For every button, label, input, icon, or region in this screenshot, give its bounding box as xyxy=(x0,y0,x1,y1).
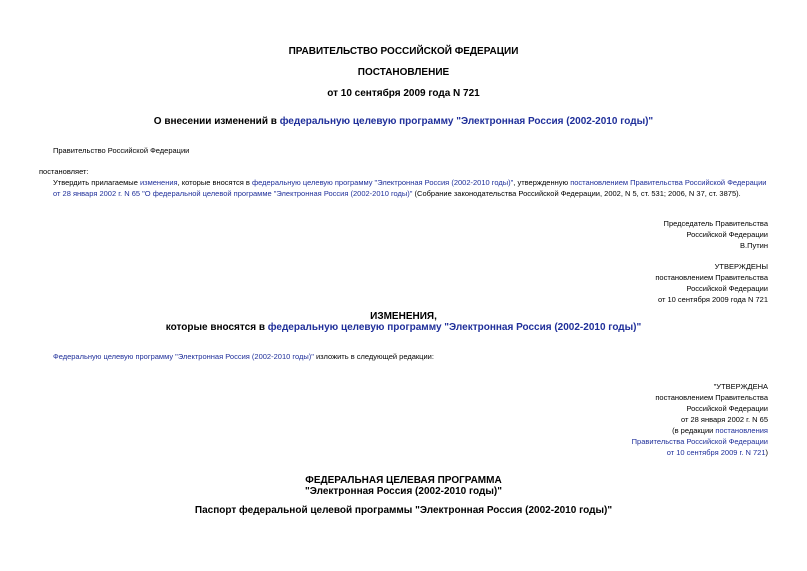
federal-program-link[interactable]: Федеральную целевую программу "Электронная Россия (2002-2010 годы)" xyxy=(53,352,314,361)
changes-subtitle xyxy=(0,322,807,333)
approved-line-1: УТВЕРЖДЕНЫ xyxy=(714,262,768,271)
signature-line-1: Председатель Правительства xyxy=(663,219,768,228)
program-passport-title: Паспорт федеральной целевой программы "Электронная Россия (2002-2010 годы)" xyxy=(194,505,613,516)
changes-link[interactable]: изменения xyxy=(139,178,178,187)
para-text-2: , которые вносятся в xyxy=(177,178,252,187)
para-text-4: (Собрание законодательства Российской Федерации, 2002, N 5, ст. 531; 2006, N 37, ст. 3875). xyxy=(412,189,741,198)
para-text-3: , утвержденную xyxy=(513,178,571,187)
approved2-line-3: Российской Федерации xyxy=(686,404,768,413)
government-name: Правительство Российской Федерации xyxy=(53,146,190,155)
government-heading: ПРАВИТЕЛЬСТВО РОССИЙСКОЙ ФЕДЕРАЦИИ xyxy=(288,46,519,57)
revision-resolution-link[interactable]: постановления xyxy=(715,426,768,435)
approved2-line-5-prefix: (в редакции xyxy=(672,426,716,435)
program-title: ФЕДЕРАЛЬНАЯ ЦЕЛЕВАЯ ПРОГРАММА xyxy=(305,475,502,486)
revision-government-link[interactable]: Правительства Российской Федерации xyxy=(631,437,768,446)
approved2-line-4: от 28 января 2002 г. N 65 xyxy=(680,415,768,424)
resolution-paragraph xyxy=(53,177,769,199)
title-prefix: О внесении изменений в xyxy=(153,116,280,127)
approved2-line-7 xyxy=(667,447,768,458)
signature-name: В.Путин xyxy=(740,241,768,250)
program-name: "Электронная Россия (2002-2010 годы)" xyxy=(305,486,502,497)
approved-line-3: Российской Федерации xyxy=(686,284,768,293)
document-type: ПОСТАНОВЛЕНИЕ xyxy=(357,67,450,78)
approved2-line-1: "УТВЕРЖДЕНА xyxy=(713,382,768,391)
approved2-line-7-suffix: ) xyxy=(765,448,768,457)
revision-date-link[interactable]: от 10 сентября 2009 г. N 721 xyxy=(666,448,766,457)
changes-title: ИЗМЕНЕНИЯ, xyxy=(370,311,437,322)
resolution-65-link[interactable]: постановлением Правительства Российской Федерации от 28 января 2002 г. N 65 "О федеральной целевой программе "Электронная Россия (2002-2010 годы)" xyxy=(53,178,767,198)
document-title xyxy=(0,116,807,127)
program-link[interactable]: федеральную целевую программу "Электронная Россия (2002-2010 годы)" xyxy=(251,178,514,187)
document-date-number: от 10 сентября 2009 года N 721 xyxy=(327,88,480,99)
approved2-line-5 xyxy=(672,425,768,436)
signature-line-2: Российской Федерации xyxy=(686,230,768,239)
resolves-text: постановляет: xyxy=(39,167,89,176)
changes-text-rest: изложить в следующей редакции: xyxy=(313,352,434,361)
changes-program-link[interactable]: федеральную целевую программу "Электронная Россия (2002-2010 годы)" xyxy=(267,322,642,333)
changes-subtitle-prefix: которые вносятся в xyxy=(165,322,268,333)
approved-line-2: постановлением Правительства xyxy=(655,273,768,282)
approved2-line-6 xyxy=(632,436,768,447)
approved-line-4: от 10 сентября 2009 года N 721 xyxy=(657,295,768,304)
changes-text xyxy=(53,351,434,362)
para-text-1: Утвердить прилагаемые xyxy=(53,178,140,187)
title-program-link[interactable]: федеральную целевую программу "Электронная Россия (2002-2010 годы)" xyxy=(279,116,654,127)
approved2-line-2: постановлением Правительства xyxy=(655,393,768,402)
